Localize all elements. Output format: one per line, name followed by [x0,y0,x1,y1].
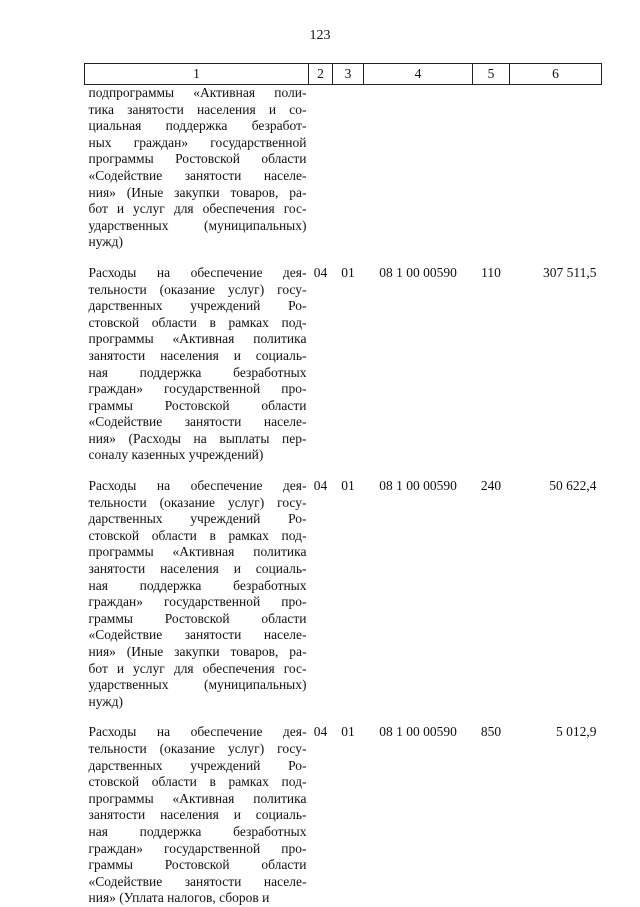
row-spacer [85,251,602,265]
description-line: граждан» государственной про- [88,381,307,397]
description-line: занятости населения и социаль- [88,807,307,823]
description-line: граммы Ростовской области [88,610,307,626]
description-line: программы Ростовской области [88,151,307,167]
amount: 307 511,5 [543,264,597,280]
description-line: ния» (Расходы на выплаты пер- [88,430,307,446]
header-col-6: 6 [510,64,602,85]
description-line: Расходы на обеспечение дея- [88,264,307,280]
description-line: «Содействие занятости населе- [88,167,307,183]
description-line: ния» (Иные закупки товаров, ра- [88,184,307,200]
row-description [85,265,309,464]
row-spacer [85,710,602,724]
description-line: нужд) [88,234,123,250]
expense-type-code: 850 [480,724,502,740]
section-code: 04 [313,264,328,280]
target-article-code: 08 1 00 00590 [379,478,457,494]
description-line: ная поддержка безработных [88,577,307,593]
table-row [85,724,602,907]
target-article-code [364,85,473,251]
description-line: ная поддержка безработных [88,823,307,839]
description-line: граммы Ростовской области [88,397,307,413]
description-line: ных граждан» государственной [88,134,307,150]
description-line: тельности (оказание услуг) госу- [88,494,307,510]
description-line: бот и услуг для обеспечения гос- [88,660,307,676]
row-description [85,85,309,251]
table-row [85,265,602,464]
budget-table [84,63,602,907]
description-line: граждан» государственной про- [88,840,307,856]
row-description [85,478,309,710]
description-line: «Содействие занятости населе- [88,627,307,643]
subsection-code: 01 [341,478,355,494]
amount [510,85,602,251]
section-code [309,85,333,251]
description-line: ния» (Иные закупки товаров, ра- [88,644,307,659]
amount: 5 012,9 [556,724,597,740]
description-line: стовской области в рамках под- [88,314,307,330]
row-description [85,724,309,907]
description-line: Расходы на обеспечение дея- [88,478,307,494]
subsection-code: 01 [341,724,355,740]
table-row [85,478,602,710]
target-article-code: 08 1 00 00590 [379,724,457,740]
table-body [85,85,602,907]
description-line: дарственных учреждений Ро- [88,511,307,527]
description-line: дарственных учреждений Ро- [88,757,307,773]
description-line: стовской области в рамках под- [88,527,307,543]
description-line: «Содействие занятости населе- [88,414,307,430]
description-line: программы «Активная политика [88,544,307,560]
expense-type-code [473,85,510,251]
description-line: граммы Ростовской области [88,857,307,873]
subsection-code [333,85,364,251]
description-line: бот и услуг для обеспечения гос- [88,201,307,217]
amount: 50 622,4 [549,478,597,494]
description-line: граждан» государственной про- [88,594,307,610]
section-code: 04 [313,478,328,494]
description-line: ударственных (муниципальных) [88,217,307,233]
description-line: соналу казенных учреждений) [88,447,264,463]
description-line: «Содействие занятости населе- [88,873,307,889]
description-line: программы «Активная политика [88,790,307,806]
description-line: ная поддержка безработных [88,364,307,380]
description-line: тика занятости населения и со- [88,101,307,117]
description-line: нужд) [88,693,123,709]
subsection-code: 01 [341,264,355,280]
description-line: ния» (Уплата налогов, сборов и [88,890,270,906]
description-line: подпрограммы «Активная поли- [88,85,307,100]
description-line: Расходы на обеспечение дея- [88,724,307,740]
expense-type-code: 110 [481,264,501,280]
header-col-4: 4 [364,64,473,85]
target-article-code: 08 1 00 00590 [379,264,457,280]
expense-type-code: 240 [480,478,502,494]
header-col-1: 1 [85,64,309,85]
description-line: ударственных (муниципальных) [88,677,307,693]
description-line: дарственных учреждений Ро- [88,298,307,314]
header-col-5: 5 [473,64,510,85]
description-line: занятости населения и социаль- [88,561,307,577]
description-line: тельности (оказание услуг) госу- [88,740,307,756]
table-row [85,85,602,251]
description-line: занятости населения и социаль- [88,347,307,363]
header-col-2: 2 [309,64,333,85]
page-number: 123 [309,28,331,43]
section-code: 04 [313,724,328,740]
row-spacer [85,464,602,478]
description-line: программы «Активная политика [88,331,307,347]
description-line: стовской области в рамках под- [88,774,307,790]
description-line: циальная поддержка безработ- [88,118,307,134]
header-col-3: 3 [333,64,364,85]
table-header [85,64,602,85]
description-line: тельности (оказание услуг) госу- [88,281,307,297]
